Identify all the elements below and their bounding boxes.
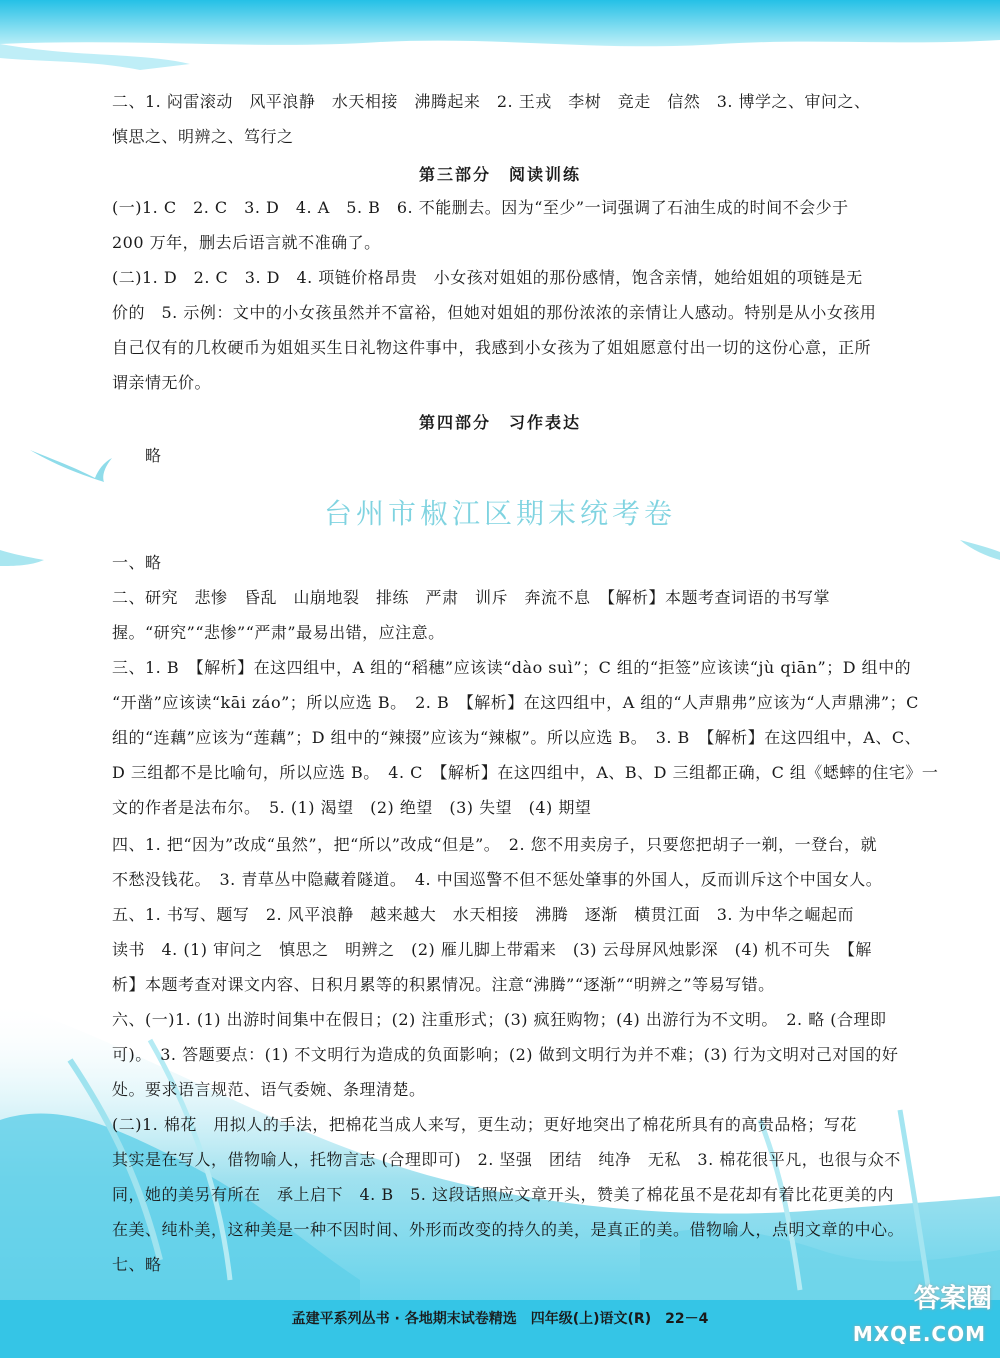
answer-line: 析】本题考查对课文内容、日积月累等的积累情况。注意“沸腾”“逐渐”“明辨之”等易写错。 (112, 975, 775, 994)
answer-line: 一、略 (112, 553, 162, 572)
answer-line: 六、(一)1. (1) 出游时间集中在假日；(2) 注重形式；(3) 疯狂购物；(4) 出游行为不文明。 2. 略 (合理即 (112, 1010, 887, 1029)
answer-line: 200 万年，删去后语言就不准确了。 (112, 233, 381, 252)
answer-line: 读书 4. (1) 审问之 慎思之 明辨之 (2) 雁儿脚上带霜来 (3) 云母屏风烛影深 (4) 机不可失 【解 (112, 940, 872, 959)
answer-line: D 三组都不是比喻句，所以应选 B。 4. C 【解析】在这四组中，A、B、D 三组都正确，C 组《蟋蟀的住宅》一 (112, 763, 939, 782)
answer-line: 组的“连藕”应该为“莲藕”；D 组中的“辣掇”应该为“辣椒”。所以应选 B。 3. B 【解析】在这四组中，A、C、 (112, 728, 922, 747)
answer-line: 谓亲情无价。 (112, 373, 212, 392)
answer-line: 可)。 3. 答题要点：(1) 不文明行为造成的负面影响；(2) 做到文明行为并不难；(3) 行为文明对己对国的好 (112, 1045, 899, 1064)
answer-line: 同，她的美另有所在 承上启下 4. B 5. 这段话照应文章开头，赞美了棉花虽不是花却有着比花更美的内 (112, 1185, 894, 1204)
answer-line: 处。要求语言规范、语气委婉、条理清楚。 (112, 1080, 426, 1099)
answer-line: 自己仅有的几枚硬币为姐姐买生日礼物这件事中，我感到小女孩为了姐姐愿意付出一切的这份心意，正所 (112, 338, 872, 357)
answer-line: 其实是在写人，借物喻人，托物言志 (合理即可) 2. 坚强 团结 纯净 无私 3. 棉花很平凡，也很与众不 (112, 1150, 901, 1169)
answer-line: 握。“研究”“悲惨”“严肃”最易出错，应注意。 (112, 623, 445, 642)
answer-line: 四、1. 把“因为”改成“虽然”，把“所以”改成“但是”。 2. 您不用卖房子，只要您把胡子一剃，一登台，就 (112, 835, 878, 854)
answer-line: (二)1. 棉花 用拟人的手法，把棉花当成人来写，更生动；更好地突出了棉花所具有的高贵品格；写花 (112, 1115, 857, 1134)
answer-line: (一)1. C 2. C 3. D 4. A 5. B 6. 不能删去。因为“至少”一词强调了石油生成的时间不会少于 (112, 198, 849, 217)
watermark-url: MXQE.COM (852, 1322, 986, 1346)
section-heading-part4: 第四部分 习作表达 (418, 413, 581, 432)
answer-line: 价的 5. 示例：文中的小女孩虽然并不富裕，但她对姐姐的那份浓浓的亲情让人感动。特别是从小女孩用 (112, 303, 877, 322)
answer-line: 二、1. 闷雷滚动 风平浪静 水天相接 沸腾起来 2. 王戎 李树 竞走 信然 3. 博学之、审问之、 (112, 92, 871, 111)
answer-line: 在美、纯朴美，这种美是一种不因时间、外形而改变的持久的美，是真正的美。借物喻人，点明文章的中心。 (112, 1220, 905, 1239)
answer-line: 五、1. 书写、题写 2. 风平浪静 越来越大 水天相接 沸腾 逐渐 横贯江面 3. 为中华之崛起而 (112, 905, 855, 924)
answer-line: 慎思之、明辨之、笃行之 (112, 127, 294, 146)
page-footer: 孟建平系列丛书 · 各地期末试卷精选 四年级(上)语文(R) 22－4 (291, 1311, 709, 1327)
section-heading-part3: 第三部分 阅读训练 (418, 165, 581, 184)
answer-line: 三、1. B 【解析】在这四组中，A 组的“稻穗”应该读“dào suì”；C 组的“拒签”应该读“jù qiān”；D 组中的 (112, 658, 912, 677)
answer-line: “开凿”应该读“kāi záo”；所以应选 B。 2. B 【解析】在这四组中，A 组的“人声鼎弗”应该为“人声鼎沸”；C (112, 693, 919, 712)
watermark-logo: 答案圈 (913, 1284, 992, 1314)
answer-line: 七、略 (112, 1255, 162, 1274)
answer-line: 不愁没钱花。 3. 青草丛中隐藏着隧道。 4. 中国巡警不但不惩处肇事的外国人，反而训斥这个中国女人。 (112, 870, 883, 889)
answer-line: 略 (145, 446, 162, 465)
exam-title: 台州市椒江区期末统考卷 (323, 497, 676, 530)
answer-line: 二、研究 悲惨 昏乱 山崩地裂 排练 严肃 训斥 奔流不息 【解析】本题考查词语的书写掌 (112, 588, 831, 607)
answer-line: 文的作者是法布尔。 5. (1) 渴望 (2) 绝望 (3) 失望 (4) 期望 (112, 798, 592, 817)
answer-line: (二)1. D 2. C 3. D 4. 项链价格昂贵 小女孩对姐姐的那份感情，饱含亲情，她给姐姐的项链是无 (112, 268, 863, 287)
